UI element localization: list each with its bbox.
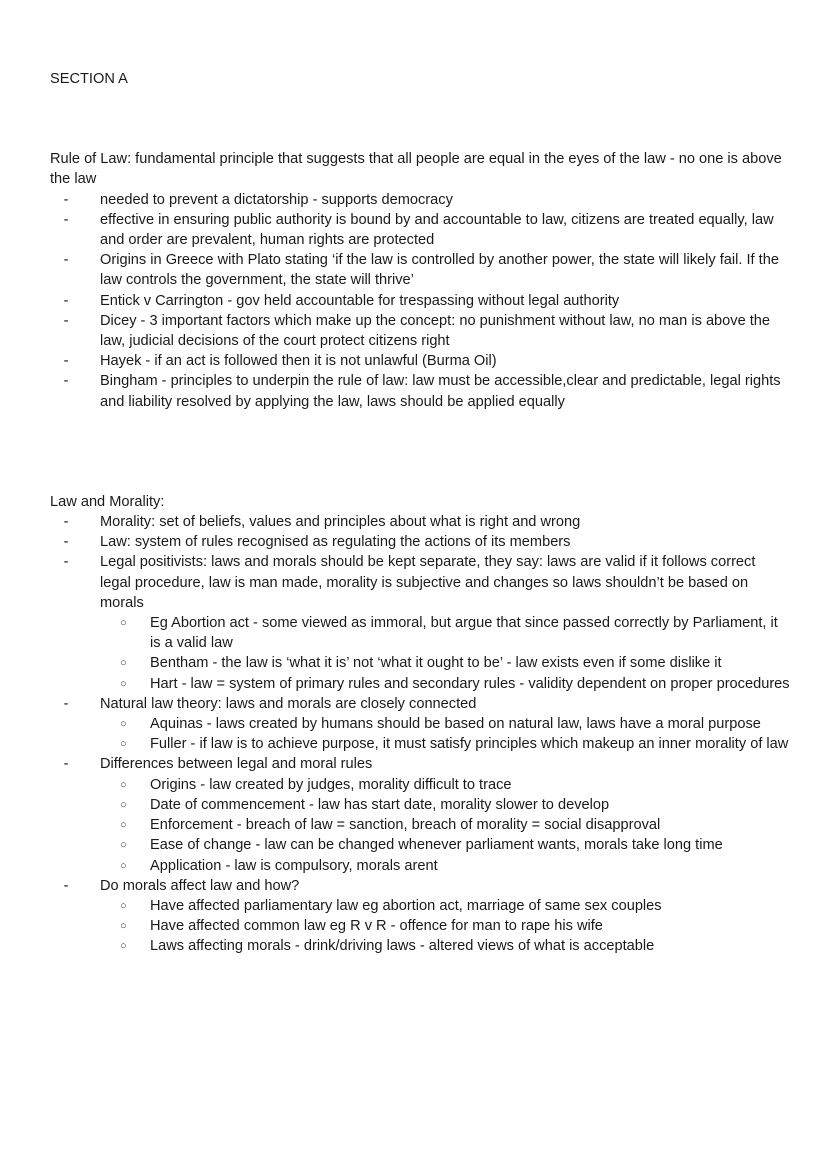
circle-bullet-icon: ○ xyxy=(120,798,127,811)
list-item xyxy=(50,694,790,755)
circle-bullet-icon: ○ xyxy=(120,617,127,630)
sub-list-item xyxy=(100,674,790,694)
circle-bullet-icon: ○ xyxy=(120,819,127,832)
rule-of-law-block xyxy=(50,149,790,412)
list-item xyxy=(50,754,790,875)
dash-bullet-icon: - xyxy=(63,514,69,531)
rule-of-law-list xyxy=(50,190,790,412)
list-item-text: Law: system of rules recognised as regulating the actions of its members xyxy=(100,534,571,551)
circle-bullet-icon: ○ xyxy=(120,738,127,751)
sub-list-item xyxy=(100,653,790,673)
list-item xyxy=(50,190,790,210)
law-and-morality-list xyxy=(50,512,790,956)
rule-of-law-heading: Rule of Law: fundamental principle that suggests that all people are equal in the eyes of the law - no one is above the law xyxy=(50,151,782,188)
circle-bullet-icon: ○ xyxy=(120,657,127,670)
document-page xyxy=(50,69,790,957)
section-title: SECTION A xyxy=(50,71,128,87)
sub-list-item-text: Application - law is compulsory, morals arent xyxy=(150,857,438,874)
circle-bullet-icon: ○ xyxy=(120,677,127,690)
sub-list-item xyxy=(100,714,790,734)
sub-list-item xyxy=(100,936,790,956)
dash-bullet-icon: - xyxy=(63,534,69,551)
list-item xyxy=(50,291,790,311)
sub-list-item-text: Bentham - the law is ‘what it is’ not ‘what it ought to be’ - law exists even if some dislike it xyxy=(150,655,722,672)
list-item-text: Bingham - principles to underpin the rule of law: law must be accessible,clear and predictable, legal rights and liability resolved by applying the law, laws should be applied equally xyxy=(100,373,781,410)
sub-list xyxy=(100,714,790,754)
dash-bullet-icon: - xyxy=(63,373,69,390)
dash-bullet-icon: - xyxy=(63,312,69,329)
law-and-morality-block xyxy=(50,492,790,957)
circle-bullet-icon: ○ xyxy=(120,899,127,912)
list-item xyxy=(50,532,790,552)
list-item xyxy=(50,552,790,693)
sub-list-item xyxy=(100,734,790,754)
sub-list-item-text: Have affected parliamentary law eg abortion act, marriage of same sex couples xyxy=(150,897,662,914)
sub-list-item xyxy=(100,775,790,795)
circle-bullet-icon: ○ xyxy=(120,839,127,852)
dash-bullet-icon: - xyxy=(63,292,69,309)
list-item-text: Origins in Greece with Plato stating ‘if the law is controlled by another power, the state will likely fail. If the law controls the government, the state will thrive’ xyxy=(100,252,779,289)
law-and-morality-heading: Law and Morality: xyxy=(50,493,165,510)
list-item-text: Morality: set of beliefs, values and principles about what is right and wrong xyxy=(100,514,581,531)
list-item-text: Dicey - 3 important factors which make up the concept: no punishment without law, no man is above the law, judicial decisions of the court protect citizens right xyxy=(100,312,771,350)
dash-bullet-icon: - xyxy=(63,877,69,894)
list-item xyxy=(50,351,790,371)
circle-bullet-icon: ○ xyxy=(120,859,127,872)
sub-list-item xyxy=(100,856,790,876)
sub-list-item-text: Origins - law created by judges, morality difficult to trace xyxy=(150,776,512,793)
sub-list-item-text: Fuller - if law is to achieve purpose, it must satisfy principles which makeup an inner morality of law xyxy=(150,736,789,753)
sub-list-item-text: Have affected common law eg R v R - offence for man to rape his wife xyxy=(150,918,603,935)
list-item-text: Legal positivists: laws and morals should be kept separate, they say: laws are valid if it follows correct legal procedure, law is man made, morality is subjective and changes so laws shouldn’t be based on morals xyxy=(100,554,756,611)
sub-list-item xyxy=(100,613,790,653)
circle-bullet-icon: ○ xyxy=(120,920,127,933)
dash-bullet-icon: - xyxy=(63,191,69,208)
sub-list-item-text: Aquinas - laws created by humans should be based on natural law, laws have a moral purpose xyxy=(150,716,761,733)
list-item xyxy=(50,371,790,411)
circle-bullet-icon: ○ xyxy=(120,940,127,953)
list-item xyxy=(50,512,790,532)
list-item-text: needed to prevent a dictatorship - supports democracy xyxy=(100,191,453,208)
dash-bullet-icon: - xyxy=(63,252,69,269)
list-item-text: Natural law theory: laws and morals are closely connected xyxy=(100,695,477,712)
list-item-text: effective in ensuring public authority is bound by and accountable to law, citizens are treated equally, law and order are prevalent, human rights are protected xyxy=(100,211,774,249)
dash-bullet-icon: - xyxy=(63,353,69,370)
sub-list-item-text: Ease of change - law can be changed whenever parliament wants, morals take long time xyxy=(150,837,723,854)
sub-list-item xyxy=(100,896,790,916)
dash-bullet-icon: - xyxy=(63,554,69,571)
sub-list-item-text: Enforcement - breach of law = sanction, breach of morality = social disapproval xyxy=(150,817,661,834)
sub-list-item xyxy=(100,916,790,936)
list-item xyxy=(50,210,790,250)
sub-list-item xyxy=(100,835,790,855)
list-item xyxy=(50,250,790,290)
sub-list-item-text: Eg Abortion act - some viewed as immoral, but argue that since passed correctly by Parliament, it is a valid law xyxy=(150,615,778,652)
sub-list-item-text: Hart - law = system of primary rules and secondary rules - validity dependent on proper procedures xyxy=(150,675,790,692)
dash-bullet-icon: - xyxy=(63,756,69,773)
list-item-text: Differences between legal and moral rules xyxy=(100,756,373,773)
circle-bullet-icon: ○ xyxy=(120,778,127,791)
sub-list xyxy=(100,775,790,876)
sub-list-item xyxy=(100,795,790,815)
list-item xyxy=(50,876,790,957)
sub-list-item xyxy=(100,815,790,835)
sub-list-item-text: Laws affecting morals - drink/driving laws - altered views of what is acceptable xyxy=(150,938,655,955)
list-item-text: Hayek - if an act is followed then it is not unlawful (Burma Oil) xyxy=(100,353,497,370)
dash-bullet-icon: - xyxy=(63,695,69,712)
dash-bullet-icon: - xyxy=(63,211,69,228)
sub-list xyxy=(100,896,790,957)
circle-bullet-icon: ○ xyxy=(120,718,127,731)
list-item xyxy=(50,311,790,351)
list-item-text: Do morals affect law and how? xyxy=(100,877,300,894)
sub-list xyxy=(100,613,790,694)
sub-list-item-text: Date of commencement - law has start date, morality slower to develop xyxy=(150,796,610,813)
list-item-text: Entick v Carrington - gov held accountable for trespassing without legal authority xyxy=(100,292,620,309)
